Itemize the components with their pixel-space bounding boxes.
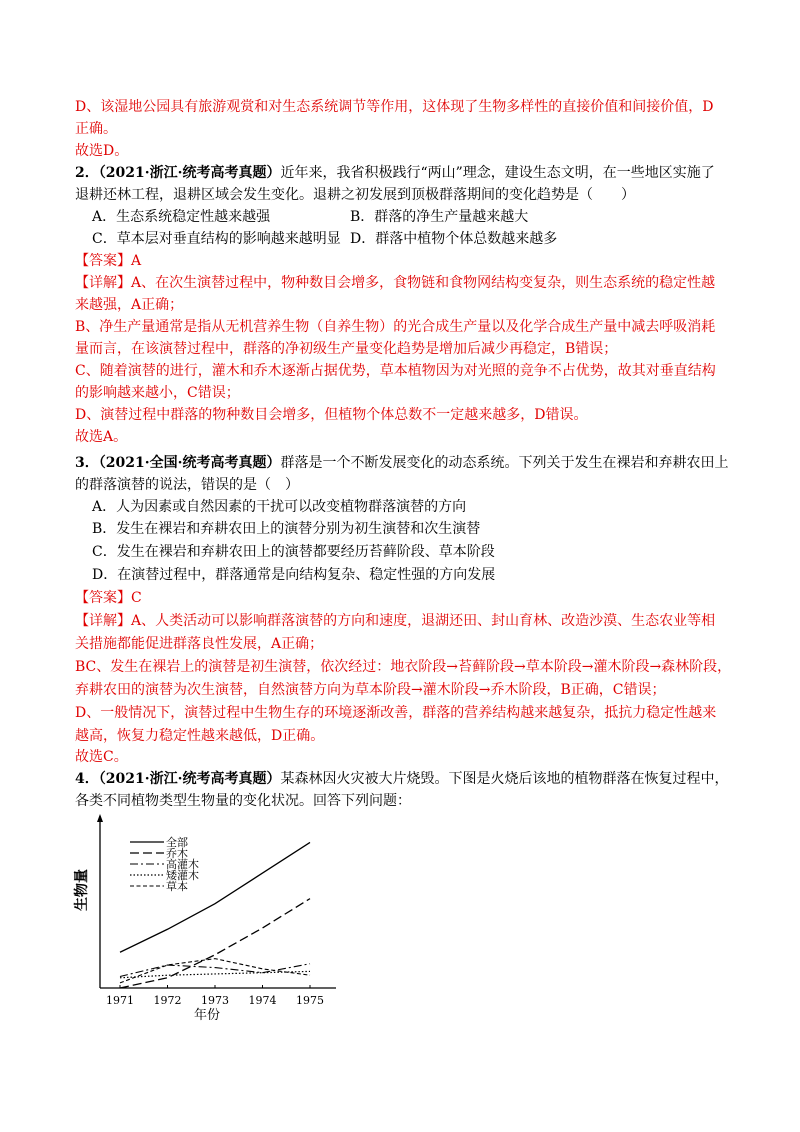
- series-line-1: [120, 842, 310, 952]
- legend-label-4: 矮灌木: [166, 869, 199, 882]
- x-tick-label: 1975: [296, 994, 324, 1007]
- q1-conclusion: 故选D。: [75, 143, 129, 159]
- q2-explanation-line4: 量而言，在该演替过程中，群落的净初级生产量变化趋势是增加后减少再稳定，B错误；: [75, 341, 618, 357]
- q2-explanation-line3: B、净生产量通常是指从无机营养生物（自养生物）的光合成生产量以及化学合成生产量中减去呼吸消耗: [75, 319, 716, 335]
- series-line-4: [120, 971, 310, 977]
- q3-explanation-line2: 关措施都能促进群落良性发展，A正确；: [75, 636, 324, 652]
- q2-explanation-line5: C、随着演替的进行，灌木和乔木逐渐占据优势，草本植物因为对光照的竞争不占优势，故其对垂直结构: [75, 363, 716, 379]
- q2-explanation-line2: 来越强，A正确；: [75, 297, 184, 313]
- q2-option-d: D．群落中植物个体总数越来越多: [350, 231, 558, 247]
- q3-explanation-line4: 弃耕农田的演替为次生演替，自然演替方向为草本阶段→灌木阶段→乔木阶段，B正确，C错误；: [75, 682, 666, 698]
- q3-number: 3．: [75, 455, 99, 471]
- q3-explanation-line5: D、一般情况下，演替过程中生物生存的环境逐渐改善，群落的营养结构越来越复杂，抵抗力稳定性越来: [75, 705, 717, 721]
- x-tick-label: 1972: [153, 994, 182, 1007]
- legend-label-1: 全部: [166, 836, 188, 849]
- q2-number: 2．: [75, 165, 99, 181]
- biomass-line-chart: [70, 812, 350, 1027]
- q3-stem-line1: [75, 452, 728, 474]
- q1-option-d-line1: D、该湿地公园具有旅游观赏和对生态系统调节等作用，这体现了生物多样性的直接价值和间接价值，D: [75, 99, 714, 115]
- q3-explanation-line1: 【详解】A、人类活动可以影响群落演替的方向和速度，退湖还田、封山育林、改造沙漠、生态农业等相: [75, 613, 716, 629]
- legend-label-5: 草本: [166, 880, 188, 893]
- q2-stem-line2: 退耕还林工程，退耕区域会发生变化。退耕之初发展到顶极群落期间的变化趋势是（ ）: [75, 187, 635, 203]
- q3-option-c: C．发生在裸岩和弃耕农田上的演替都要经历苔藓阶段、草本阶段: [92, 544, 495, 560]
- q2-stem-line1: [75, 162, 715, 184]
- q3-source: （2021·全国·统考高考真题）: [98, 455, 281, 471]
- legend-label-3: 高灌木: [166, 858, 199, 871]
- q2-stem-text: 近年来，我省积极践行“两山”理念，建设生态文明，在一些地区实施了: [280, 165, 715, 181]
- y-axis-label: 生物量: [74, 869, 90, 911]
- series-line-3: [120, 964, 310, 977]
- q2-source: （2021·浙江·统考高考真题）: [98, 165, 281, 181]
- q3-option-d: D．在演替过程中，群落通常是向结构复杂、稳定性强的方向发展: [92, 567, 496, 583]
- q3-option-a: A．人为因素或自然因素的干扰可以改变植物群落演替的方向: [92, 499, 467, 515]
- q4-stem-line1: [75, 768, 728, 790]
- q1-option-d-line2: 正确。: [75, 121, 117, 137]
- q3-stem-text: 群落是一个不断发展变化的动态系统。下列关于发生在裸岩和弃耕农田上: [280, 455, 729, 471]
- q4-number: 4．: [75, 771, 99, 787]
- q4-stem-line2: 各类不同植物类型生物量的变化状况。回答下列问题：: [75, 793, 411, 809]
- q2-explanation-line6: 的影响越来越小，C错误；: [75, 385, 240, 401]
- q2-option-b: B．群落的净生产量越来越大: [350, 209, 529, 225]
- q3-answer: 【答案】C: [75, 590, 142, 606]
- x-axis-label: 年份: [193, 1008, 221, 1023]
- q3-explanation-line6: 越高，恢复力稳定性越来越低，D正确。: [75, 728, 325, 744]
- q3-explanation-line3: BC、发生在裸岩上的演替是初生演替，依次经过：地衣阶段→苔藓阶段→草本阶段→灌木阶段→森林阶段，: [75, 659, 732, 675]
- x-tick-label: 1974: [248, 994, 277, 1007]
- q2-option-a: A．生态系统稳定性越来越强: [92, 209, 271, 225]
- x-tick-label: 1973: [201, 994, 229, 1007]
- x-tick-label: 1971: [106, 994, 134, 1007]
- q2-option-c: C．草本层对垂直结构的影响越来越明显: [92, 231, 341, 247]
- series-line-5: [120, 959, 310, 983]
- series-line-2: [120, 899, 310, 988]
- q3-option-b: B．发生在裸岩和弃耕农田上的演替分别为初生演替和次生演替: [92, 521, 481, 537]
- y-axis-arrow: [97, 814, 103, 822]
- q2-answer: 【答案】A: [75, 253, 142, 269]
- q2-explanation-line7: D、演替过程中群落的物种数目会增多，但植物个体总数不一定越来越多，D错误。: [75, 407, 588, 423]
- q2-explanation-line1: 【详解】A、在次生演替过程中，物种数目会增多，食物链和食物网结构变复杂，则生态系统的稳定性越: [75, 275, 716, 291]
- q2-conclusion: 故选A。: [75, 429, 128, 445]
- q3-stem-line2: 的群落演替的说法，错误的是（ ）: [75, 477, 299, 493]
- q4-stem-text: 某森林因火灾被大片烧毁。下图是火烧后该地的植物群落在恢复过程中，: [280, 771, 729, 787]
- legend-label-2: 乔木: [166, 847, 188, 860]
- q4-source: （2021·浙江·统考高考真题）: [98, 771, 281, 787]
- q3-conclusion: 故选C。: [75, 749, 128, 765]
